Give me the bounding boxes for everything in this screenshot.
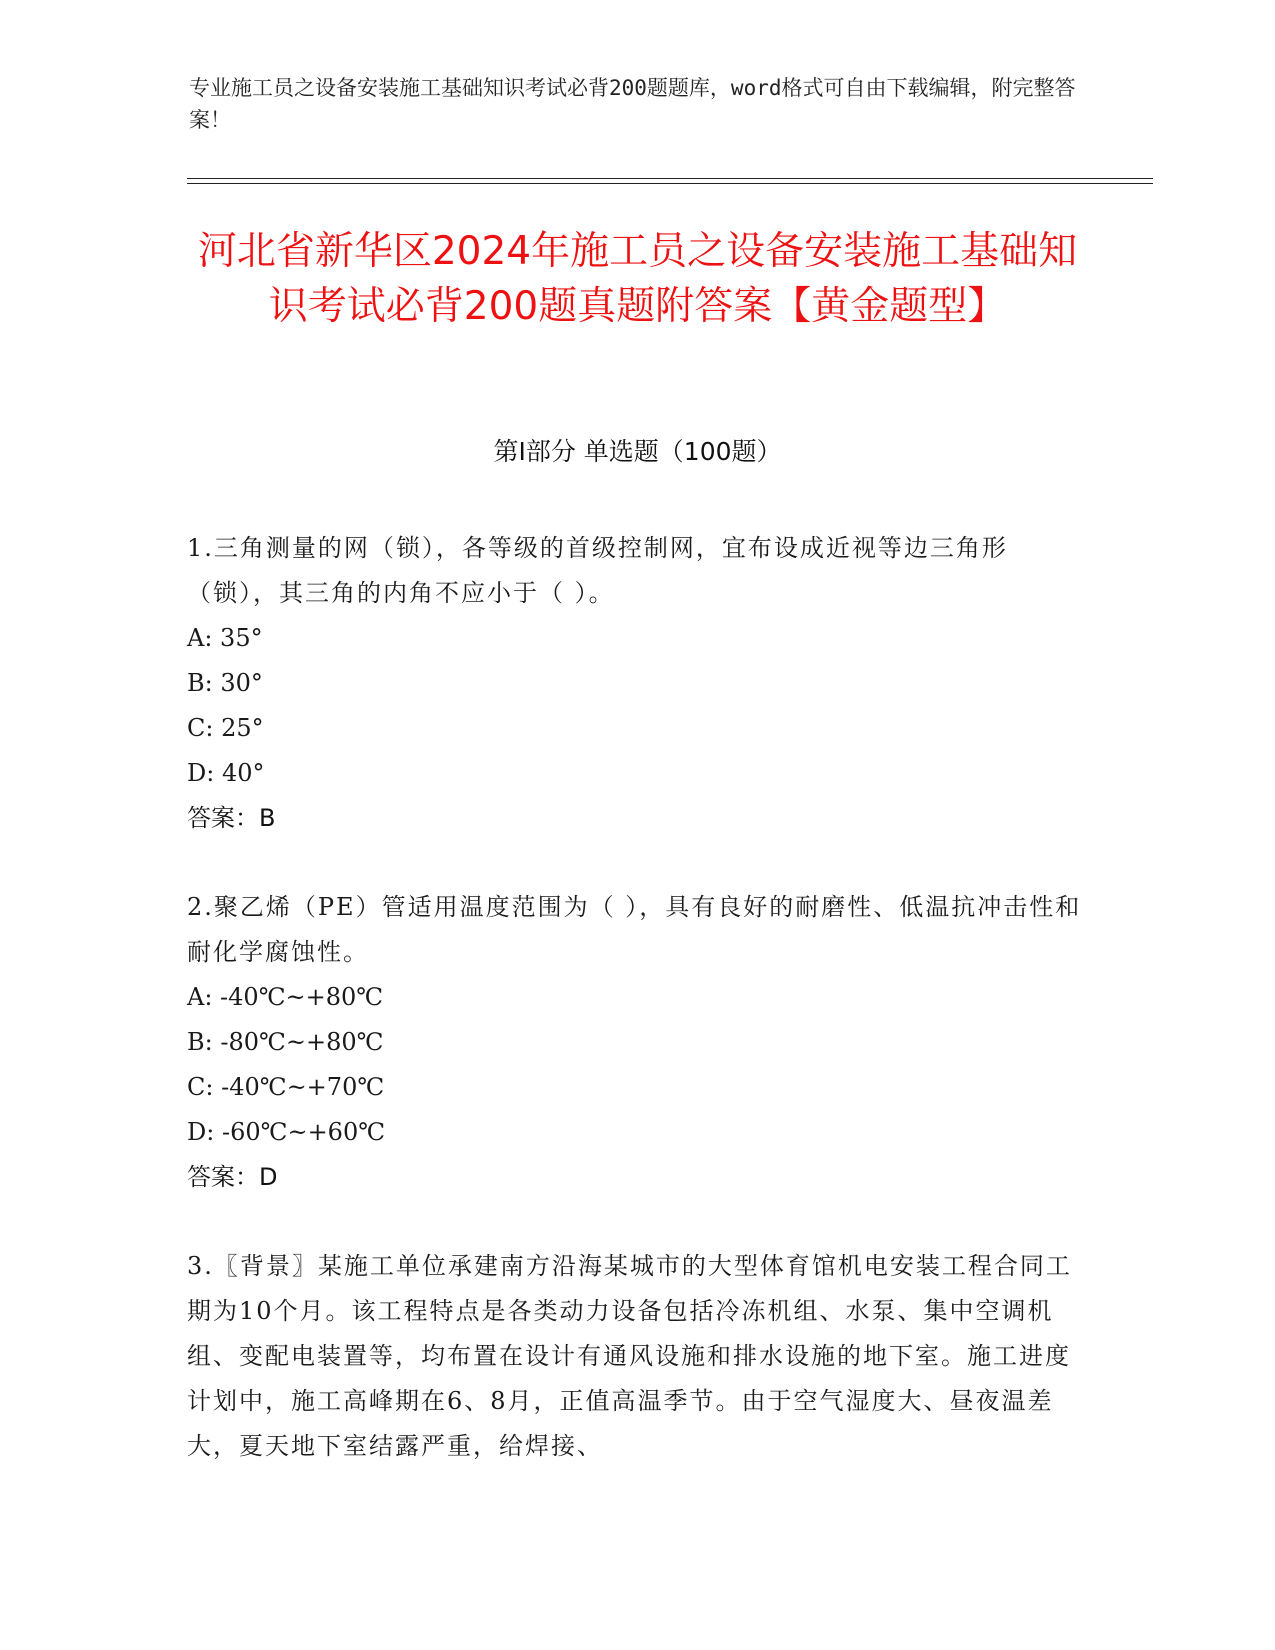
header-divider-bottom xyxy=(187,183,1153,184)
option-d: D: -60℃~+60℃ xyxy=(187,1118,386,1146)
option-b: B: 30° xyxy=(187,669,263,697)
section-title: 第I部分 单选题（100题） xyxy=(493,437,782,466)
question-stem: 2.聚乙烯（PE）管适用温度范围为（ ），具有良好的耐磨性、低温抗冲击性和耐化学腐蚀性。 xyxy=(187,893,1082,966)
header-note: 专业施工员之设备安装施工基础知识考试必背200题题库，word格式可自由下载编辑，附完整答案！ xyxy=(189,76,1076,132)
option-c: C: 25° xyxy=(187,714,264,742)
option-b: B: -80℃~+80℃ xyxy=(187,1028,384,1056)
answer: 答案：D xyxy=(187,1163,278,1191)
option-d: D: 40° xyxy=(187,759,265,787)
question-stem: 1.三角测量的网（锁），各等级的首级控制网，宜布设成近视等边三角形（锁），其三角的内角不应小于（ ）。 xyxy=(187,534,1008,607)
option-a: A: -40℃~+80℃ xyxy=(187,983,384,1011)
option-c: C: -40℃~+70℃ xyxy=(187,1073,385,1101)
question-3 xyxy=(187,1244,1087,1469)
question-2 xyxy=(187,885,1087,1200)
question-list xyxy=(187,526,1087,1513)
answer: 答案：B xyxy=(187,804,276,832)
option-a: A: 35° xyxy=(187,624,263,652)
question-stem: 3.〖背景〗某施工单位承建南方沿海某城市的大型体育馆机电安装工程合同工期为10个月。该工程特点是各类动力设备包括冷冻机组、水泵、集中空调机组、变配电装置等，均布置在设计有通风设施和排水设施的地下室。施工进度计划中，施工高峰期在6、8月，正值高温季节。由于空气湿度大、昼夜温差大，夏天地下室结露严重，给焊接、 xyxy=(187,1252,1072,1460)
document-title: 河北省新华区2024年施工员之设备安装施工基础知识考试必背200题真题附答案【黄金题型】 xyxy=(197,229,1078,329)
header-divider-top xyxy=(187,178,1153,179)
question-1 xyxy=(187,526,1087,841)
